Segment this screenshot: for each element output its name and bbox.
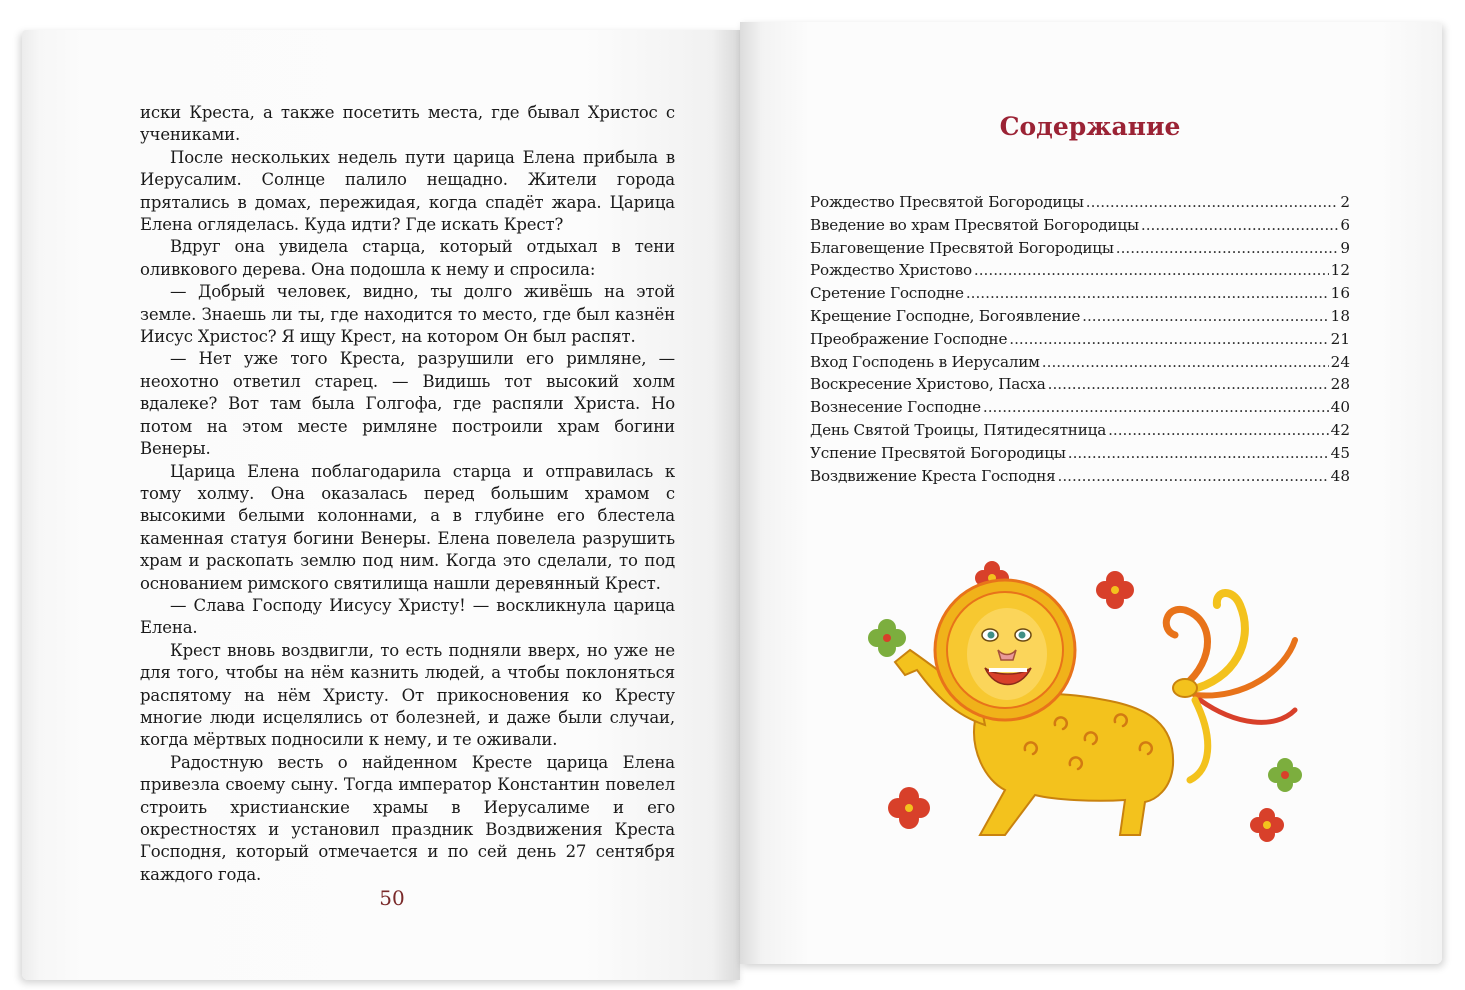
leader-dots (1116, 239, 1339, 257)
toc-entry-title: Рождество Христово (810, 261, 972, 280)
leader-dots (1058, 467, 1329, 485)
toc-entry (810, 284, 1350, 307)
toc-entry (810, 193, 1350, 216)
toc-entry-page: 42 (1330, 420, 1350, 439)
leader-dots (983, 398, 1329, 416)
paragraph: После нескольких недель пути царица Елена прибыла в Иерусалим. Солнце палило нещадно. Жители города прятались в домах, пережидая, когда спадёт жара. Царица Елена огляделась. Куда идти? Где искать Крест? (140, 147, 675, 235)
flower-green-icon (1268, 758, 1302, 792)
toc-entry-page: 21 (1330, 329, 1350, 348)
toc-entry-title: Вход Господень в Иерусалим (810, 352, 1040, 371)
flower-red-icon (1096, 571, 1134, 609)
toc-entry (810, 261, 1350, 284)
toc-entry-page: 48 (1330, 466, 1350, 485)
leader-dots (1141, 216, 1338, 234)
left-page-text (140, 102, 675, 886)
paragraph: Радостную весть о найденном Кресте царица Елена привезла своему сыну. Тогда император Константин повелел строить христианские храмы в Иерусалиме и его окрестностях и установил праздник Воздвижения Креста Господня, который отмечается и по сей день 27 сентября каждого года. (140, 752, 675, 884)
toc-entry-page: 18 (1330, 306, 1350, 325)
toc-entry-title: Преображение Господне (810, 329, 1008, 348)
leader-dots (1048, 375, 1329, 393)
toc-entry (810, 421, 1350, 444)
paragraph: Царица Елена поблагодарила старца и отправилась к тому холму. Она оказалась перед большим храмом с высокими белыми колоннами, а в глубине его блестела каменная статуя богини Венеры. Елена повелела разрушить храм и раскопать землю под ним. Когда это сделали, то под основанием римского святилища нашли деревянный Крест. (140, 461, 675, 593)
leader-dots (966, 284, 1329, 302)
toc-entry-title: Крещение Господне, Богоявление (810, 306, 1081, 325)
toc-entry-title: День Святой Троицы, Пятидесятница (810, 420, 1107, 439)
paragraph: — Слава Господу Иисусу Христу! — воскликнула царица Елена. (140, 595, 675, 638)
toc-entry-title: Воскресение Христово, Пасха (810, 375, 1046, 394)
lion-icon (855, 550, 1325, 850)
toc-entry (810, 398, 1350, 421)
leader-dots (1009, 330, 1328, 348)
toc-entry (810, 239, 1350, 262)
toc-entry-page: 40 (1330, 398, 1350, 417)
paragraph: иски Креста, а также посетить места, где бывал Христос с учениками. (140, 103, 675, 145)
paragraph: — Добрый человек, видно, ты долго живёшь на этой земле. Знаешь ли ты, где находится то место, где был казнён Иисус Христос? Я ищу Крест, на котором Он был распят. (140, 282, 675, 347)
flower-red-icon (888, 787, 930, 829)
toc-entry-page: 45 (1330, 443, 1350, 462)
toc-entry-title: Благовещение Пресвятой Богородицы (810, 238, 1114, 257)
toc-title: Содержание (999, 112, 1181, 141)
toc-entry-title: Сретение Господне (810, 284, 964, 303)
table-of-contents (810, 193, 1350, 489)
paragraph: — Нет уже того Креста, разрушили его римляне, — неохотно ответил старец. — Видишь тот высокий холм вдалеке? Вот там была Голгофа, где распяли Христа. Но потом на этом месте римляне построили храм богини Венеры. (140, 349, 675, 459)
toc-entry-page: 16 (1330, 284, 1350, 303)
toc-entry-page: 28 (1330, 375, 1350, 394)
toc-entry-title: Воздвижение Креста Господня (810, 466, 1056, 485)
toc-entry (810, 444, 1350, 467)
toc-entry-page: 9 (1340, 238, 1350, 257)
flower-green-icon (868, 619, 906, 657)
toc-entry-page: 12 (1330, 261, 1350, 280)
paragraph: Крест вновь воздвигли, то есть подняли вверх, но уже не для того, чтобы на нём казнить людей, а чтобы поклоняться распятому на нём Христу. От прикосновения ко Кресту многие люди исцелялись от болезней, и даже были случаи, когда мёртвых подносили к нему, и те оживали. (140, 640, 675, 750)
toc-entry-page: 6 (1340, 215, 1350, 234)
flower-red-icon (1250, 808, 1284, 842)
toc-entry-title: Вознесение Господне (810, 398, 981, 417)
toc-entry-title: Успение Пресвятой Богородицы (810, 443, 1066, 462)
toc-entry-page: 24 (1330, 352, 1350, 371)
toc-entry-page: 2 (1340, 193, 1350, 211)
toc-entry (810, 307, 1350, 330)
leader-dots (1082, 307, 1329, 325)
toc-entry-title: Введение во храм Пресвятой Богородицы (810, 215, 1139, 234)
toc-entry (810, 375, 1350, 398)
toc-entry (810, 353, 1350, 376)
page-number: 50 (379, 886, 405, 910)
toc-entry (810, 467, 1350, 490)
leader-dots (1086, 193, 1339, 211)
leader-dots (1068, 444, 1329, 462)
leader-dots (1108, 421, 1329, 439)
toc-entry (810, 216, 1350, 239)
leader-dots (1042, 353, 1329, 371)
leader-dots (974, 261, 1329, 279)
paragraph: Вдруг она увидела старца, который отдыхал в тени оливкового дерева. Она подошла к нему и спросила: (140, 237, 675, 279)
toc-entry (810, 330, 1350, 353)
toc-entry-title: Рождество Пресвятой Богородицы (810, 193, 1084, 211)
